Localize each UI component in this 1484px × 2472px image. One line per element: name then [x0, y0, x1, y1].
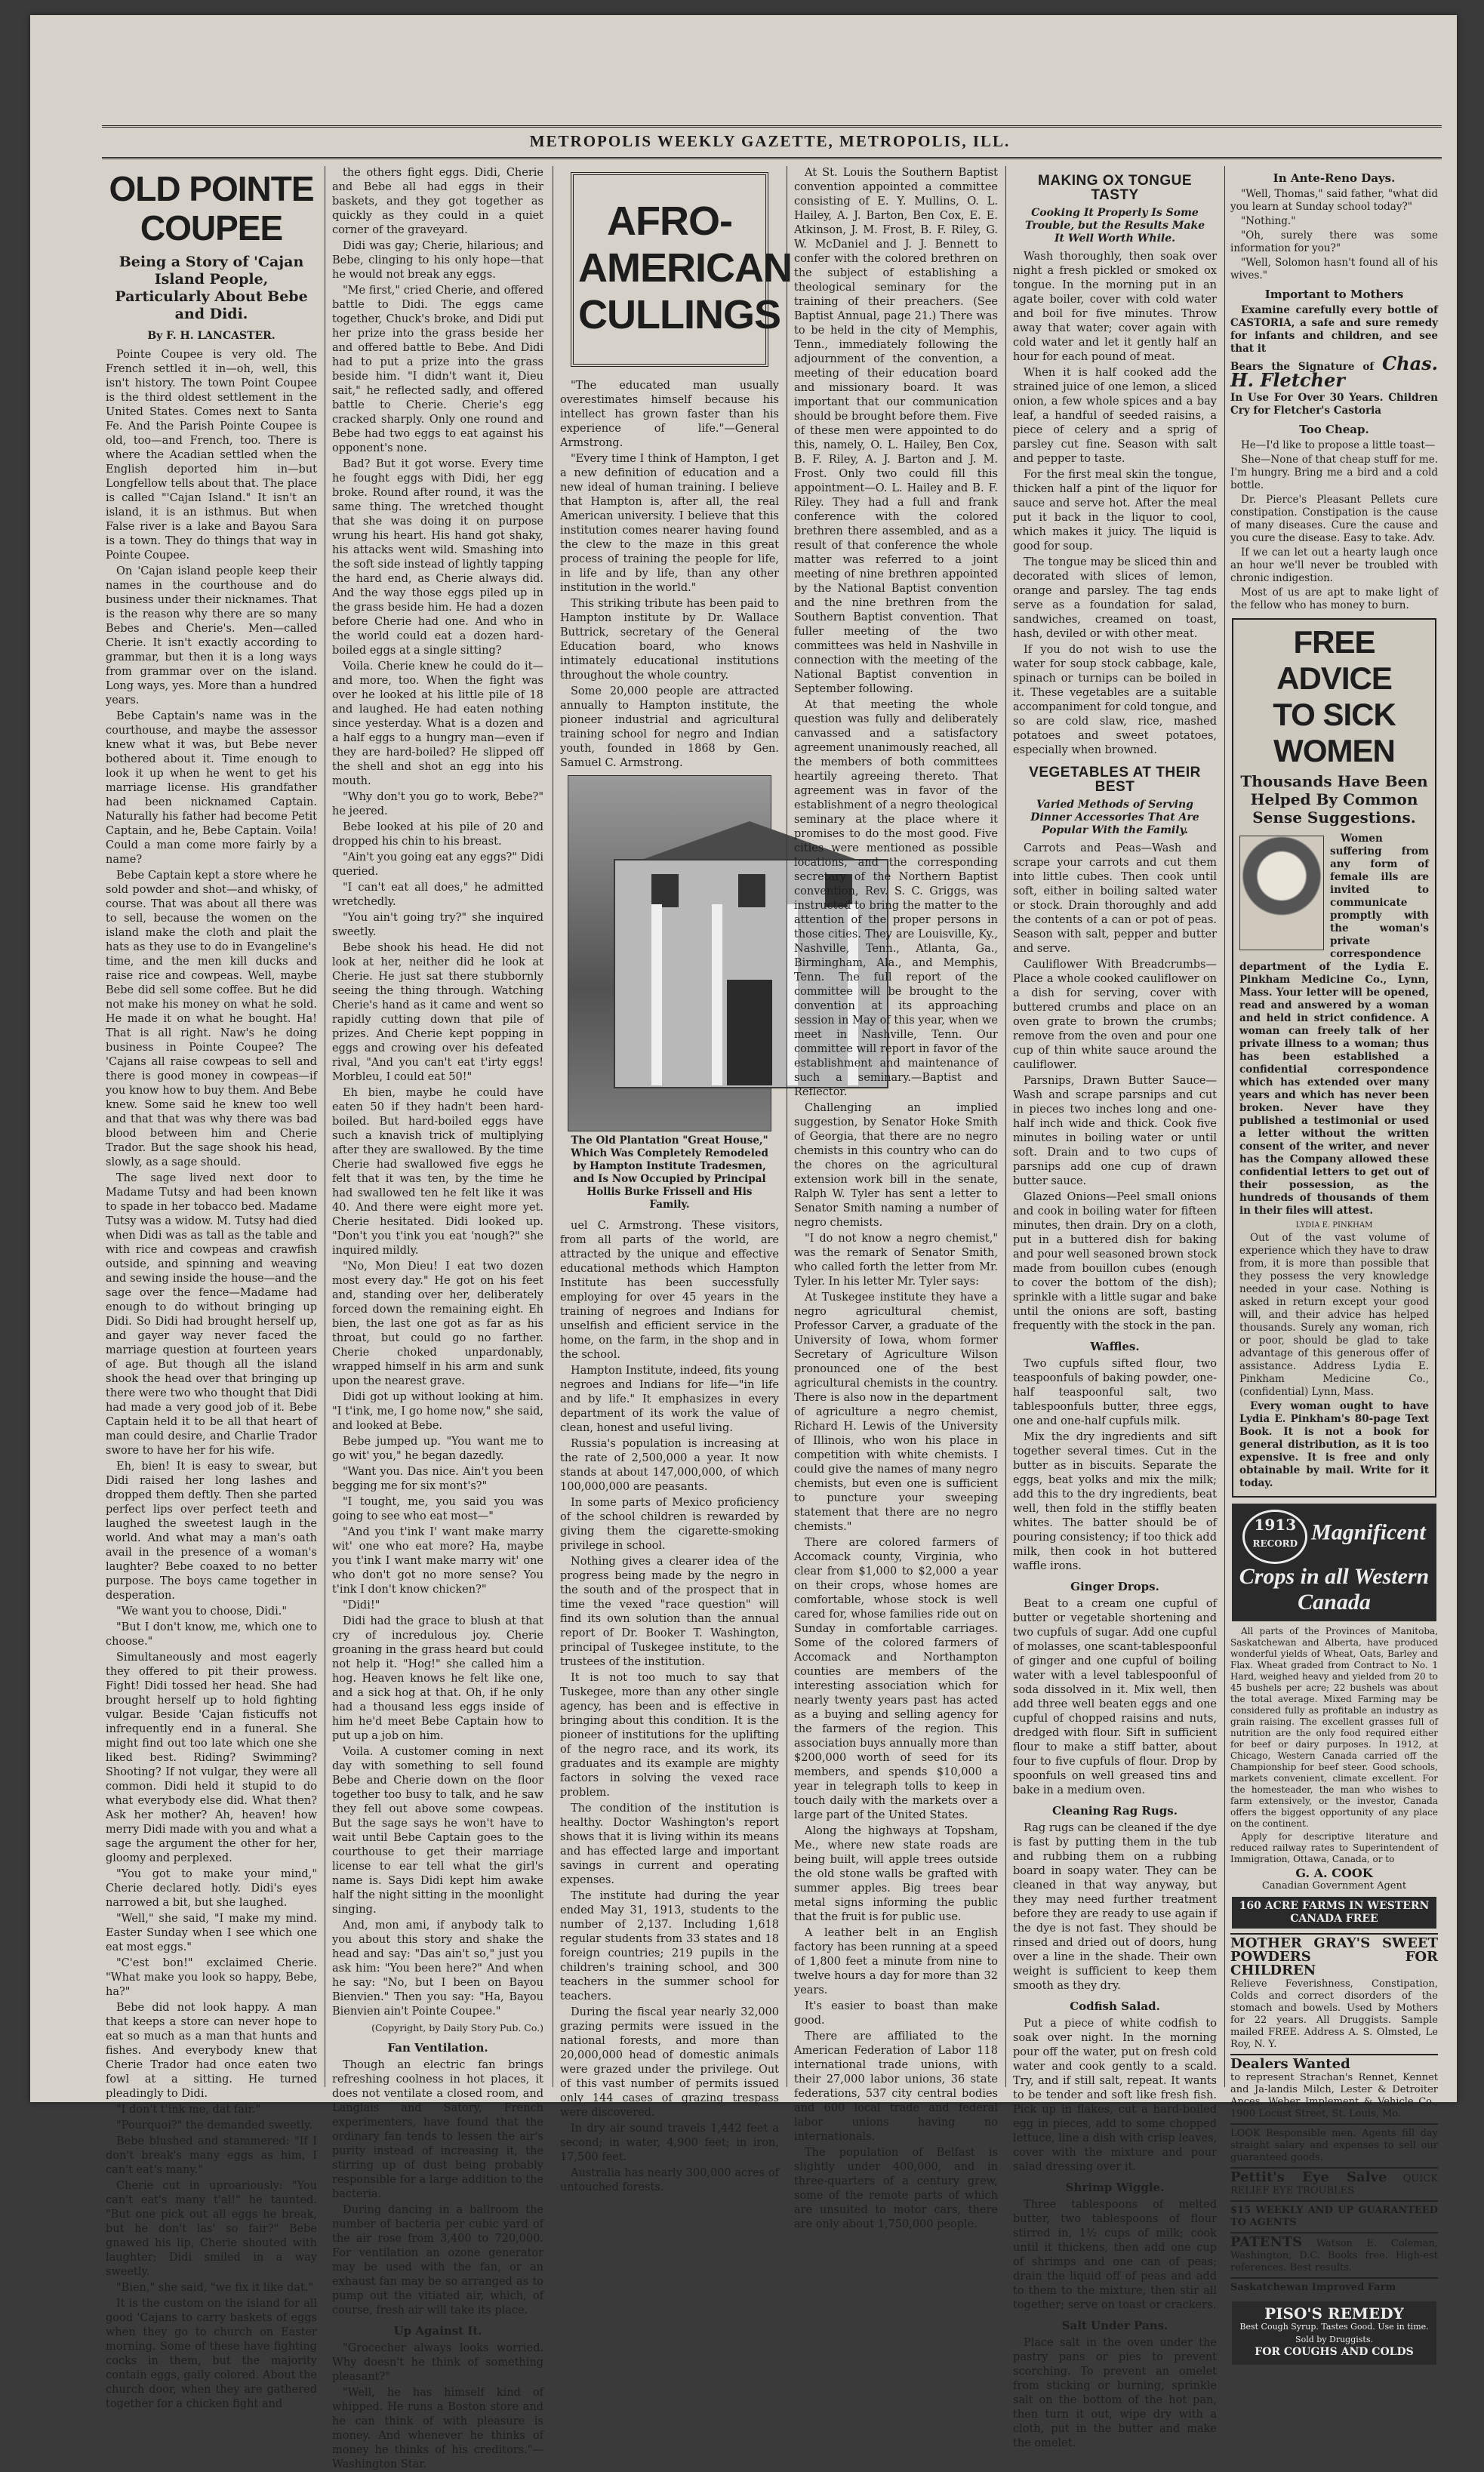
paragraph: In dry air sound travels 1,442 feet a second; in water, 4,900 feet; in iron, 17,500 feet.	[560, 2123, 779, 2163]
paragraph: Parsnips, Drawn Butter Sauce—Wash and scrape parsnips and cut in pieces two inches long and one-half inch wide and thick. Cook five minutes in boiling water or until soft. Drain and to two cups of parsnips add one cup of drawn butter sauce.	[1013, 1075, 1217, 1187]
fan-ventilation-heading: Fan Ventilation.	[387, 2041, 488, 2055]
plantation-house-photo	[568, 775, 771, 1131]
ox-tongue-heading: MAKING OX TONGUE TASTY	[1038, 173, 1192, 203]
paragraph: It is not too much to say that Tuskegee, more than any other single agency, has been and is effective in bringing about this condition. It is the pioneer of institutions for the uplifting of the negro race, and its work, its graduates and its example are mighty factors in solving the vexed race problem.	[560, 1672, 779, 1799]
headline-old-pointe-coupee: OLD POINTE COUPEE	[109, 169, 314, 248]
masthead-top-rule	[102, 125, 1442, 128]
column-1	[106, 166, 317, 2410]
piso-title: PISO'S REMEDY	[1264, 2304, 1404, 2323]
paragraph: A leather belt in an English factory has been running at a speed of 1,800 feet a minute from nine to twelve hours a day for more than 32 years.	[794, 1927, 998, 1996]
paragraph: Didi got up without looking at him. "I t'ink, me, I go home now," she said, and looked at Bebe.	[332, 1391, 543, 1432]
paragraph: Nothing gives a clearer idea of the progress being made by the negro in the south and of the prospect that in time the vexed "race question" will find its own solution than the annual report of Dr. Booker T. Washington, principal of Tuskegee institute, to the trustees of the institution.	[560, 1556, 779, 1668]
paragraph: And, mon ami, if anybody talk to you about this story and shake the head and say: "Das ain't so," just you ask him: "You been here?" And when he say: "No, but I been on Bayou Bienvien." Then you say: "Ha, Bayou Bienvien ain't Pointe Coupee."	[332, 1919, 543, 2018]
paragraph: Along the highways at Topsham, Me., where new state roads are being built, will apple trees outside the old stone walls be grafted with summer apples. Big trees bear metal signs informing the public that the fruit is for public use.	[794, 1825, 998, 1923]
paragraph: Voila. Cherie knew he could do it—and more, too. When the fight was over he looked at his little pile of 18 and laughed. He had eaten nothing since yesterday. What is a dozen and a half eggs to a hungry man—even if they are hard-boiled? He slipped off the shell and shot an egg into his mouth.	[332, 660, 543, 787]
vegetables-subhead: Varied Methods of Serving Dinner Accessories That Are Popular With the Family.	[1030, 799, 1199, 836]
castoria-ad-text: Examine carefully every bottle of CASTORIA, a safe and sure remedy for infants and children, and see that it	[1230, 304, 1438, 355]
paragraph: "I do not know a negro chemist," was the remark of Senator Smith, who called forth the letter from Mr. Tyler. In his letter Mr. Tyler says:	[794, 1233, 998, 1288]
column-2	[332, 166, 543, 2470]
piso-footer: FOR COUGHS AND COLDS	[1255, 2346, 1414, 2358]
paragraph: Pointe Coupee is very old. The French settled it in—oh, well, this isn't history. The town Point Coupee is the third oldest settlement in the United States. Comes next to Santa Fe. And the Parish Pointe Coupee is old, too—and French, too. There is where the Acadian settled when the English deported him in—but Longfellow tells about that. The place is called "'Cajan Island." It isn't an island, it is an isthmus. But when False river is a lake and Bayou Sara is a town. They do things that way in Pointe Coupee.	[106, 349, 317, 562]
photo-caption: The Old Plantation "Great House," Which Was Completely Remodeled by Hampton Institute Tradesmen, and Is Now Occupied by Principal Hollis Burke Frissell and His Family.	[571, 1134, 768, 1211]
piso-remedy-ad	[1232, 2301, 1436, 2365]
paragraph: Eh, bien! It is easy to swear, but Didi raised her long lashes and dropped them deftly. Then she parted perfect lips over perfect teeth and laughed the sweetest laugh in the world. And what may a man's oath avail in the presence of a woman's laughter? Bebe coaxed to no better purpose. The boys came together in desperation.	[106, 1461, 317, 1602]
paragraph: At Tuskegee institute they have a negro agricultural chemist, Professor Carver, a graduate of the University of Iowa, whom former Secretary of Agriculture Wilson pronounced one of the best agricultural chemists in the country. There is also now in the department of agriculture a negro chemist, Richard H. Lewis of the University of Illinois, who won his place in competition with white chemists. I could give the names of many negro chemists, but even one is sufficient to puncture your sweeping statement that there are no negro chemists."	[794, 1291, 998, 1533]
patents-body: Watson E. Coleman, Washington, D.C. Books free. High-est references. Best results.	[1230, 2238, 1438, 2273]
paragraph: Two cupfuls sifted flour, two teaspoonfuls of baking powder, one-half teaspoonful salt, two tablespoonfuls butter, three eggs, one and one-half cupfuls milk.	[1013, 1358, 1217, 1427]
paragraph: Place salt in the oven under the pastry pans or pies to prevent scorching. To prevent an omelet from sticking or burning, sprinkle salt on the bottom of the hot pan, then turn it out, wipe dry with a cloth, put in the butter and make the omelet.	[1013, 2337, 1217, 2449]
ad-body: Women suffering from any form of female ills are invited to communicate promptly with the woman's private correspondence department of the Lydia E. Pinkham Medicine Co., Lynn, Mass. Your letter will be opened, read and answered by a woman and held in strict confidence. A woman can freely talk of her private illness to a woman; thus has been established a confidential correspondence which has extended over many years and which has never been broken. Never have they published a testimonial or used a letter without the written consent of the writer, and never has the Company allowed these confidential letters to get out of their possession, as the hundreds of thousands of them in their files will attest.	[1239, 833, 1429, 1217]
western-canada-ad	[1232, 1504, 1436, 1621]
paragraph: In some parts of Mexico proficiency of the school children is rewarded by giving them the cigarette-smoking privilege in school.	[560, 1497, 779, 1552]
column-divider	[1224, 166, 1225, 2087]
shrimp-wiggle-heading: Shrimp Wiggle.	[1065, 2181, 1165, 2194]
paragraph: At St. Louis the Southern Baptist convention appointed a committee consisting of E. Y. Mullins, O. L. Hailey, A. J. Barton, Ben Cox, E. E. Atkinson, J. M. Frost, B. F. Riley, G. W. McDaniel and J. J. Bennett to confer with the colored brethren on the subject of establishing a theological seminary for the training of their preachers. (See Baptist Annual, page 21.) There was to be held in the city of Memphis, Tenn., immediately following the adjournment of the convention, a meeting of their education board and missionary board. It was important that our communication should be brought before them. Five of these men were appointed to do this, namely, O. L. Hailey, Ben Cox, B. F. Riley, A. J. Barton and J. M. Frost. Only two could fill this appointment—O. L. Hailey and B. F. Riley. They had a full and frank conference with the colored brethren there assembled, and as a result of that conference the whole matter was referred to a joint meeting of nine brethren appointed by the National Baptist convention and the nine brethren from the Southern Baptist convention. That fuller meeting of the two committees was held in Nashville in connection with the meeting of the National Baptist convention in September following.	[794, 167, 998, 695]
pettit-sub: QUICK RELIEF EYE TROUBLES	[1230, 2173, 1438, 2196]
ginger-drops-heading: Ginger Drops.	[1070, 1580, 1159, 1593]
paragraph: uel C. Armstrong. These visitors, from all parts of the world, are attracted by the unique and effective educational methods which Hampton Institute has been successfully employing for over 45 years in the training of negroes and Indians for unselfish and efficient service in the home, on the farm, in the shop and in the school.	[560, 1220, 779, 1361]
patents-ad	[1230, 2232, 1438, 2277]
canada-ad-title: Magnificent Crops in all Western Canada	[1239, 1519, 1430, 1615]
patents-title: PATENTS	[1230, 2234, 1303, 2250]
masthead-bottom-rule	[102, 157, 1442, 159]
canada-ad-header	[1238, 1510, 1430, 1615]
paragraph: At that meeting the whole question was fully and deliberately canvassed and a satisfactory agreement unanimously reached, all the members of both committees heartily agreeing thereto. That agreement was in favor of the establishment of a negro theological seminary at the place where it promises to do the most good. Five cities were mentioned as possible locations, and the corresponding secretary of the Northern Baptist convention, Rev. S. C. Griggs, was instructed to bring the matter to the attention of the proper persons in those cities. They are Louisville, Ky., Nashville, Tenn., Atlanta, Ga., Birmingham, Ala., and Memphis, Tenn. The full report of the committee will be brought to the convention at its approaching session in May of this year, when we meet in Nashville, Tenn. Our committee will report in favor of the establishment and maintenance of such a seminary.—Baptist and Reflector.	[794, 699, 998, 1098]
bears-signature-label: Bears the Signature of	[1230, 361, 1375, 373]
paragraph: Though an electric fan brings refreshing coolness in hot places, it does not ventilate a closed room, and Langlais and Satory, French experimenters, have found that the ordinary fan tends to lessen the air's purity instead of increasing it, the stirring up of dust being probably responsible for a large addition to the bacteria.	[332, 2059, 543, 2200]
paragraph: Bebe shook his head. He did not look at her, neither did he look at Cherie. He just sat there stubbornly seeing the thing through. Watching Cherie's hand as it came and went so rapidly cutting down that pile of prizes. And Cherie kept popping in eggs and crowing over his defeated rival, "And you can't eat t'irty eggs! Morbleu, I could eat 50!"	[332, 942, 543, 1083]
paragraph: Carrots and Peas—Wash and scrape your carrots and cut them into little cubes. Then cook until soft, either in boiling salted water or stock. Drain thoroughly and add the contents of a can or pot of peas. Season with salt, pepper and butter and serve.	[1013, 842, 1217, 955]
mother-gray-title: MOTHER GRAY'S SWEET POWDERS FOR CHILDREN	[1230, 1935, 1438, 1978]
column-6	[1230, 166, 1438, 2358]
fletcher-signature: Chas. H. Fletcher	[1230, 352, 1438, 391]
castoria-ad-footer: In Use For Over 30 Years. Children Cry for Fletcher's Castoria	[1230, 392, 1438, 417]
paragraph: "Me first," cried Cherie, and offered battle to Didi. The eggs came together, Chuck's broke, and Didi put her prize into the grass beside her and offered battle to Bebe. And Didi had to put a prize into the grass beside him. "I didn't want it, Dieu sait," he reflected sadly, and offered battle to Cherie. Cherie's egg cracked sharply. Only one round and Bebe had two eggs to eat against his opponent's none.	[332, 285, 543, 454]
paragraph: "I don't t'ink me, dat fair."	[116, 2104, 261, 2116]
house-column	[651, 904, 662, 1085]
box-title-line-1: AFRO-AMERICAN	[578, 199, 792, 291]
column-3	[560, 166, 792, 2193]
paragraph: "Well, Thomas," said father, "what did you learn at Sunday school today?"	[1230, 188, 1438, 213]
paragraph: "But I don't know, me, which one to choose."	[106, 1621, 317, 1648]
paragraph: Put a piece of white codfish to soak over night. In the morning pour off the water, put on fresh cold water and cook gently to a scald. Try, and if still salt, repeat. It wants to be tender and soft like fresh fish. Pick up in flakes, cut a hard-boiled egg in pieces, add to some chopped lettuce, line a dish with crisp leaves, cover with the mixture and pour salad dressing over it.	[1013, 2018, 1217, 2173]
paragraph: "C'est bon!" exclaimed Cherie. "What make you look so happy, Bebe, ha?"	[106, 1957, 317, 1998]
paragraph: Beat to a cream one cupful of butter or vegetable shortening and two cupfuls of sugar. Add one cupful of molasses, one scant-tablespoonful of ginger and one cupful of boiling water with a level tablespoonful of soda dissolved in it. Mix well, then add three well beaten eggs and one cupful of chopped raisins and nuts, dredged with flour. Sift in sufficient flour to make a stiff batter, about four to five cupfuls of flour. Drop by spoonfuls on well greased tins and bake in a medium oven.	[1013, 1598, 1217, 1796]
paragraph: For the first meal skin the tongue, thicken half a pint of the liquor for sauce and serve hot. After the meal put it back in the liquor to cool, which makes it juicy. The liquid is good for soup.	[1013, 469, 1217, 553]
paragraph: "And you t'ink I' want make marry wit' one who eat more? Ha, maybe you t'ink I want make marry wit' one who don't got no more sense? You t'ink I don't know chicken?"	[332, 1526, 543, 1596]
paragraph: "Ain't you going eat any eggs?" Didi queried.	[332, 851, 543, 878]
paragraph: He—I'd like to propose a little toast—	[1241, 439, 1436, 451]
paragraph: Mix the dry ingredients and sift together several times. Cut in the butter as in biscuits. Separate the eggs, beat yolks and mix the milk; add this to the dry ingredients, beat well, then fold in the stiffly beaten whites. The batter should be of pouring consistency; if too thick add milk, then cook in hot buttered waffle irons.	[1013, 1431, 1217, 1572]
paragraph: "Didi!"	[343, 1599, 380, 1612]
ad-title-line-2: TO SICK WOMEN	[1273, 697, 1396, 768]
dealers-wanted-ad	[1230, 2054, 1438, 2123]
paragraph: The population of Belfast is slightly under 400,000, and in three-quarters of a century grew, some of the remote parts of which are unsuited to motor cars, there are only about 1,750,000 people.	[794, 2147, 998, 2230]
vegetables-heading: VEGETABLES AT THEIR BEST	[1029, 765, 1201, 795]
paragraph: "Grocecher always looks worried. Why doesn't he think of something pleasant?"	[332, 2342, 543, 2383]
canada-ad-apply: Apply for descriptive literature and reduced railway rates to Superintendent of Immigration, Ottawa, Canada, or to	[1230, 1831, 1438, 1864]
paragraph: the others fight eggs. Didi, Cherie and Bebe all had eggs in their baskets, and they got together as quickly as they could in a quiet corner of the graveyard.	[332, 167, 543, 236]
rag-rugs-heading: Cleaning Rag Rugs.	[1052, 1804, 1178, 1818]
paragraph: Bebe jumped up. "You want me to go wit' you," he began dazedly.	[332, 1436, 543, 1462]
paragraph: There are colored farmers of Accomack county, Virginia, who clear from $1,000 to $2,000 a year on their crops, whose homes are comfortable, whose stock is well cared for, whose families ride out on Sunday in comfortable carriages. Some of the colored farmers of Accomack and Northampton counties are members of the interesting association which for nearly twenty years past has acted as a buying and selling agency for the farmers of the region. This association buys annually more than $200,000 worth of seed for its members, and spends $10,000 a year in telegraph tolls to keep in touch daily with the markets over a large part of the United States.	[794, 1537, 998, 1821]
record-year: 1913	[1254, 1516, 1297, 1534]
paragraph: Bebe blushed and stammered: "If I don't break's many eggs as him, I can't eat's many."	[106, 2135, 317, 2176]
paragraph: During the fiscal year nearly 32,000 grazing permits were issued in the national forests, and more than 20,000,000 head of domestic animals were grazed under the privilege. Out of this vast number of permits issued only 144 cases of grazing trespass were discovered.	[560, 2006, 779, 2119]
record-label: RECORD	[1252, 1538, 1298, 1549]
house-column	[712, 904, 722, 1085]
paragraph: The tongue may be sliced thin and decorated with slices of lemon, orange and parsley. The tag ends serve as a foundation for salad, sandwiches, creamed on toast, hash, deviled or with other meat.	[1013, 556, 1217, 640]
mother-gray-body: Relieve Feverishness, Constipation, Colds and correct disorders of the stomach and bowels. Used by Mothers for 22 years. All Druggists. Sample mailed FREE. Address A. S. Olmsted, Le Roy, N. Y.	[1230, 1978, 1438, 2050]
box-title-line-2: CULLINGS	[578, 292, 780, 337]
copyright-line: (Copyright, by Daily Story Pub. Co.)	[371, 2022, 543, 2033]
paragraph: Simultaneously and most eagerly they offered to pit their prowess. Fight! Didi tossed her head. She had brought herself up to hold fighting vulgar. Beside 'Cajan fisticuffs not infrequently end in a funeral. She might find out too late which one she liked best. Riding? Swimming? Shooting? If not vulgar, they were all common. Didi held it stupid to do what everybody else did. What then? Ask her mother? Ah, heaven! how merry Didi made with you and what a sage the argument the other for her, gloomy and perplexed.	[106, 1652, 317, 1864]
paragraph: "I tought, me, you said you was going to see who eat most—"	[332, 1496, 543, 1522]
paragraph: "Nothing."	[1241, 215, 1296, 227]
canada-ad-body: All parts of the Provinces of Manitoba, Saskatchewan and Alberta, have produced wonderful yields of Wheat, Oats, Barley and Flax. Wheat graded from Contract to No. 1 Hard, weighed heavy and yielded from 20 to 45 bushels per acre; 22 bushels was about the total average. Mixed Farming may be considered fully as profitable an industry as grain raising. The excellent grasses full of nutrition are the only food required either for beef or dairy purposes. In 1912, at Chicago, Western Canada carried off the Championship for beef steer. Good schools, markets convenient, climate excellent. For the homesteader, the man who wishes to farm extensively, or the investor, Canada offers the biggest opportunity of any place on the continent.	[1230, 1626, 1438, 1829]
paragraph: During dancing in a ballroom the number of bacteria per cubic yard of the air rose from 3,400 to 720,000. For ventilation an ozone generator may be used with the fan, or an exhaust fan may be so arranged as to pump out the vitiated air, which, of course, fresh air will take its place.	[332, 2204, 543, 2317]
paragraph: "The educated man usually overestimates himself because his intellect has grown faster than his experience of life."—General Armstrong.	[560, 380, 779, 449]
paragraph: "You ain't going try?" she inquired sweetly.	[332, 912, 543, 938]
paragraph: Voila. A customer coming in next day with something to sell found Bebe and Cherie down on the floor together too busy to talk, and he saw they fell out above some cowpeas. But the sage says he won't have to wait until Bebe Captain goes to the courthouse to get their marriage license to ear tell what the girl's name is. Says Didi kept him awake half the night sitting in the moonlight singing.	[332, 1746, 543, 1916]
ante-reno-heading: In Ante-Reno Days.	[1273, 171, 1396, 185]
portrait-caption: LYDIA E. PINKHAM	[1295, 1221, 1373, 1230]
paragraph: "Well, Solomon hasn't found all of his wives."	[1230, 257, 1438, 282]
saskatchewan-ad: Saskatchewan Improved Farm	[1230, 2277, 1438, 2297]
paragraph: The sage lived next door to Madame Tutsy and had been known to spade in her tobacco bed. Madame Tutsy was a widow. M. Tutsy had died when Didi was as tall as the table and with rice and cowpeas and crawfish outside, and spinning and weaving and sewing inside the house—and the sage over the fence—Madame had enough to do without bringing up Didi. So Didi had brought herself up, and gayer way never faced the marriage question at fourteen years of age. But though all the island shook the head over that bringing up there were two who thought that Didi had made a very good job of it. Bebe Captain held it to be all that heart of man could desire, and Charlie Trador swore to have her for his wife.	[106, 1172, 317, 1457]
pinkham-ad	[1232, 618, 1436, 1498]
paragraph: Australia has nearly 300,000 acres of untouched forests.	[560, 2167, 779, 2193]
up-against-it-heading: Up Against It.	[393, 2324, 482, 2338]
paragraph: "Why don't you go to work, Bebe?" he jeered.	[332, 791, 543, 817]
paragraph: "Every time I think of Hampton, I get a new definition of education and a new ideal of human training. I believe that Hampton is, after all, the real American university. I believe that this institution comes nearer having found the clew to the maze in this great process of training the people for life, in life and by life, than any other institution in the world."	[560, 453, 779, 594]
paragraph: "Bien," she said, "we fix it like dat."	[116, 2282, 314, 2294]
paragraph: "Pourquoi?" the demanded sweetly.	[116, 2120, 313, 2132]
paragraph: It's easier to boast than make good.	[794, 2000, 998, 2027]
record-badge	[1242, 1510, 1307, 1564]
pinkham-portrait	[1239, 836, 1324, 950]
paragraph: "We want you to choose, Didi."	[116, 1605, 288, 1618]
house-window	[651, 874, 679, 907]
canada-agent-title: Canadian Government Agent	[1261, 1880, 1407, 1892]
ad-body: Out of the vast volume of experience which they have to draw from, it is more than possible that they possess the very knowledge needed in your case. Nothing is asked in return except your good will, and their advice has helped thousands. Surely any woman, rich or poor, should be glad to take advantage of this generous offer of assistance. Address Lydia E. Pinkham Medicine Co., (confidential) Lynn, Mass.	[1239, 1232, 1429, 1398]
paragraph: Cherie cut in uproariously: "You can't eat's many t'al!" he taunted. "But one pick out all eggs he break, but he don't las' so fair?" Bebe gnawed his lip, Cherie shouted with laughter; Didi smiled in a way sweetly.	[106, 2180, 317, 2278]
paragraph: If you do not wish to use the water for soup stock cabbage, kale, spinach or turnips can be boiled in it. These vegetables are a suitable accompaniment for cold tongue, and so are cold slaw, rice, mashed potatoes and sweet potatoes, especially when browned.	[1013, 644, 1217, 756]
paragraph: Three tablespoons of melted butter, two tablespoons of flour stirred in, 1½ cups of milk; cook until it thickens, then add one cup of shrimps and one can of peas; drain the liquid off of peas and add to them to the mixture, then stir all together; serve on toast or crackers.	[1013, 2199, 1217, 2311]
column-5	[1013, 166, 1217, 2449]
paragraph: Cauliflower With Breadcrumbs—Place a whole cooked cauliflower on a dish for serving, cover with buttered crumbs and place on an oven grate to brown the crumbs; remove from the oven and pour one cup of thin white sauce around the cauliflower.	[1013, 959, 1217, 1071]
afro-american-cullings-header	[571, 172, 792, 367]
paragraph: Russia's population is increasing at the rate of 2,500,000 a year. It now stands at about 147,000,000, of which 100,000,000 are peasants.	[560, 1438, 779, 1493]
paragraph: "I can't eat all does," he admitted wretchedly.	[332, 882, 543, 908]
too-cheap-heading: Too Cheap.	[1299, 423, 1369, 436]
house-door	[727, 980, 772, 1085]
paragraph: If we can let out a hearty laugh once an hour we'll never be troubled with chronic indigestion.	[1230, 546, 1438, 584]
paragraph: She—None of that cheap stuff for me. I'm hungry. Bring me a bird and a cold bottle.	[1230, 454, 1438, 491]
paragraph: Most of us are apt to make light of the fellow who has money to burn.	[1230, 586, 1438, 611]
paragraph: "Want you. Das nice. Ain't you been begging me for six mont's?"	[332, 1466, 543, 1492]
byline: By F. H. LANCASTER.	[147, 330, 276, 342]
waffles-heading: Waffles.	[1090, 1340, 1140, 1353]
paragraph: Some 20,000 people are attracted annually to Hampton institute, the pioneer industrial and agricultural training school for negro and Indian youth, founded in 1868 by Gen. Samuel C. Armstrong.	[560, 685, 779, 769]
column-divider	[1005, 166, 1006, 2087]
paragraph: Bebe did not look happy. A man that keeps a store can never hope to eat so much as a man that hunts and fishes. And everybody knew that Cherie Trador had once eaten two fowl at a sitting. He turned pleadingly to Didi.	[106, 2002, 317, 2100]
free-farms-badge: 160 ACRE FARMS IN WESTERN CANADA FREE	[1232, 1897, 1436, 1929]
paragraph: There are affiliated to the American Federation of Labor 118 international trade unions, with their 27,000 labor unions, 36 state federations, 537 city central bodies and 600 local trade and federal labor unions having no internationals.	[794, 2030, 998, 2143]
ad-subtitle: Thousands Have Been Helped By Common Sense Suggestions.	[1240, 772, 1428, 827]
house-window	[738, 874, 765, 907]
paragraph: "Well, he has himself kind of whipped. He runs a Boston store and he can think of with pleasure is money. And whenever he thinks of money he thinks of his creditors."—Washington Star.	[332, 2387, 543, 2470]
salt-under-pans-heading: Salt Under Pans.	[1061, 2319, 1168, 2332]
weekly-agents-ad: $15 WEEKLY AND UP GUARANTEED TO AGENTS	[1230, 2200, 1438, 2232]
masthead: METROPOLIS WEEKLY GAZETTE, METROPOLIS, ILL.	[529, 132, 1011, 150]
pettit-ad	[1230, 2167, 1438, 2200]
look-ad: LOOK Responsible men. Agents fill day straight salary and expenses to sell our guaranteed goods.	[1230, 2123, 1438, 2167]
codfish-salad-heading: Codfish Salad.	[1070, 1999, 1160, 2013]
ad-title-line-1: FREE ADVICE	[1276, 624, 1392, 696]
paragraph: Bebe Captain kept a store where he sold powder and shot—and whisky, of course. That was about all there was to sell, because the women on the island make the cloth and plait the hats as they use to do in Evangeline's time, and the men kill ducks and raise rice and cowpeas. Well, maybe Bebe did sell some coffee. But he did not make his money on what he sold. He made it on what he bought. Ha! That is all right. Naw's he doing business in Pointe Coupee? The 'Cajans all raise cowpeas to sell and there is good money in cowpeas—if you know how to buy them. And Bebe knew. Some said he knew too well and that that was why there was bad blood between him and Cherie Trador. But the sage shook his head, slowly, as a sage should.	[106, 870, 317, 1168]
paragraph: Challenging an implied suggestion, by Senator Hoke Smith of Georgia, that there are no negro chemists in this country who can do the chores on the agricultural extension work bill in the senate, Ralph W. Tyler has sent a letter to Senator Smith naming a number of negro chemists.	[794, 1102, 998, 1229]
paragraph: Bebe looked at his pile of 20 and dropped his chin to his breast.	[332, 821, 543, 848]
paragraph: On 'Cajan island people keep their names in the courthouse and do business under their nicknames. That is the reason why there are so many Bebes and Cherie's. Men—called Cherie. It isn't exactly according to grammar, but then it is a long ways from grammar over on the island. Long ways, yes. More than a hundred years.	[106, 565, 317, 707]
paragraph: Hampton Institute, indeed, fits young negroes and Indians for life—"in life and by life." It emphasizes in every department of its work the value of clean, honest and useful living.	[560, 1365, 779, 1434]
canada-agent-name: G. A. COOK	[1295, 1866, 1373, 1880]
paragraph: Didi had the grace to blush at that cry of incredulous joy. Cherie groaning in the grass heard but could not help it. "Hog!" she called him a hog. Heaven knows he felt like one, and a sick hog at that. Oh, if he only had a thousand less eggs inside of him he'd meet Bebe Captain how to put up a job on him.	[332, 1615, 543, 1742]
paragraph: Rag rugs can be cleaned if the dye is fast by putting them in the tub and rubbing them on a rubbing board in soapy water. They can be cleaned in that way anyway, but they may need further treatment before they are ready to use again if the dye is not fast. They should be rinsed and dried out of doors, hung over a line in the shade. Their own weight is sufficient to keep them smooth as they dry.	[1013, 1822, 1217, 1992]
column-4	[794, 166, 998, 2230]
paragraph: The institute had during the year ended May 31, 1913, students to the number of 2,137. Including 1,618 regular students from 33 states and 18 foreign countries; 219 pupils in the children's training school, and 300 teachers in the summer school for teachers.	[560, 1890, 779, 2003]
ox-tongue-subhead: Cooking It Properly Is Some Trouble, but the Results Make It Well Worth While.	[1024, 207, 1205, 245]
dealers-title: Dealers Wanted	[1230, 2056, 1350, 2072]
pierce-ad: Dr. Pierce's Pleasant Pellets cure constipation. Constipation is the cause of many diseases. Cure the cause and you cure the disease. Easy to take. Adv.	[1230, 494, 1438, 544]
mother-gray-ad	[1230, 1933, 1438, 2054]
paragraph: Glazed Onions—Peel small onions and cook in boiling water for fifteen minutes, then drain. Dry on a cloth, put in a buttered dish for baking and pour well seasoned brown stock made from bouillon cubes (enough to cover the bottom of the dish); sprinkle with a little sugar and bake until the onions are soft, basting frequently with the stock in the pan.	[1013, 1191, 1217, 1332]
paragraph: Eh bien, maybe he could have eaten 50 if they hadn't been hard-boiled. But hard-boiled eggs have such a knavish trick of multiplying after they are swallowed. By the time Cherie had swallowed five eggs he felt that it was ten, by the time he had swallowed ten he felt like it was 40. And there were eight more yet. Cherie hesitated. Didi looked up. "Don't you t'ink you eat 'nough?" she inquired mildly.	[332, 1087, 543, 1257]
paragraph: Bebe Captain's name was in the courthouse, and maybe the assessor knew what it was, but Bebe never bothered about it. Time enough to look it up when he went to get his marriage license. His grandfather had been nicknamed Captain. Naturally his father had become Petit Captain, and he, Bebe Captain. Voila! Could a man come more fairly by a name?	[106, 710, 317, 866]
story-subhead: Being a Story of 'Cajan Island People, Particularly About Bebe and Didi.	[115, 254, 308, 322]
ad-body: Every woman ought to have Lydia E. Pinkham's 80-page Text Book. It is not a book for general distribution, as it is too expensive. It is free and only obtainable by mail. Write for it today.	[1239, 1400, 1429, 1489]
paragraph: When it is half cooked add the strained juice of one lemon, a sliced onion, a few whole spices and a bay leaf, a handful of seeded raisins, a piece of celery and a sprig of parsley cut fine. Season with salt and pepper to taste.	[1013, 367, 1217, 465]
dealers-body: to represent Strachan's Rennet, Kennet and Ja-landis Milch, Lester & Detroiter Ances. Weber Implement & Vehicle Co., 1900 Locust Street, St. Louis, Mo.	[1230, 2072, 1438, 2120]
paragraph: "Oh, surely there was some information for you?"	[1230, 229, 1438, 254]
paragraph: This striking tribute has been paid to Hampton institute by Dr. Wallace Buttrick, secretary of the General Education board, who knows intimately educational institutions throughout the whole country.	[560, 598, 779, 682]
paragraph: Wash thoroughly, then soak over night a fresh pickled or smoked ox tongue. In the morning put in an agate boiler, cover with cold water and boil for five minutes. Throw away that water; cover again with cold water and let it gently half an hour for each pound of meat.	[1013, 251, 1217, 363]
paragraph: "You got to make your mind," Cherie declared hotly. Didi's eyes narrowed a bit, but she laughed.	[106, 1868, 317, 1909]
paragraph: The condition of the institution is healthy. Doctor Washington's report shows that it is living within its means and has effected large and important savings in current and operating expenses.	[560, 1802, 779, 1886]
castoria-signature-line	[1230, 352, 1438, 391]
paragraph: Didi was gay; Cherie, hilarious; and Bebe, clinging to his only hope—that he would not break any eggs.	[332, 240, 543, 281]
paragraph: "No, Mon Dieu! I eat two dozen most every day." He got on his feet and, standing over her, deliberately forced down the remaining eight. Eh bien, the last one got as far as his throat, but could go no farther. Cherie choked unpardonably, wrapped himself in his arm and sunk upon the nearest grave.	[332, 1261, 543, 1387]
newspaper-page	[30, 15, 1457, 2470]
mothers-heading: Important to Mothers	[1264, 288, 1404, 301]
pettit-title: Pettit's Eye Salve	[1230, 2169, 1387, 2185]
paragraph: It is the custom on the island for all good 'Cajans to carry baskets of eggs when they go to church on Easter morning. Some of these have fighting cocks in them, but the majority contain eggs, gaily colored. About the church door, when they are gathered together for a chicken fight and	[106, 2298, 317, 2410]
paragraph: "Well," she said, "I make my mind. Easter Sunday when I see which one eat most eggs."	[106, 1913, 317, 1953]
piso-sub: Best Cough Syrup. Tastes Good. Use in time. Sold by Druggists.	[1239, 2322, 1429, 2344]
paragraph: Bad? But it got worse. Every time he fought eggs with Didi, her egg broke. Round after round, it was the same thing. The wretched thought that she was doing it on purpose wrung his heart. His hand got shaky, his attacks went wild. Smashing into the soft side instead of lightly tapping the hard end, as Cherie always did. And the way those eggs piled up in the grass beside him. He had a dozen before Cherie had one. And who in the world could eat a dozen hard-boiled eggs at a single sitting?	[332, 458, 543, 657]
